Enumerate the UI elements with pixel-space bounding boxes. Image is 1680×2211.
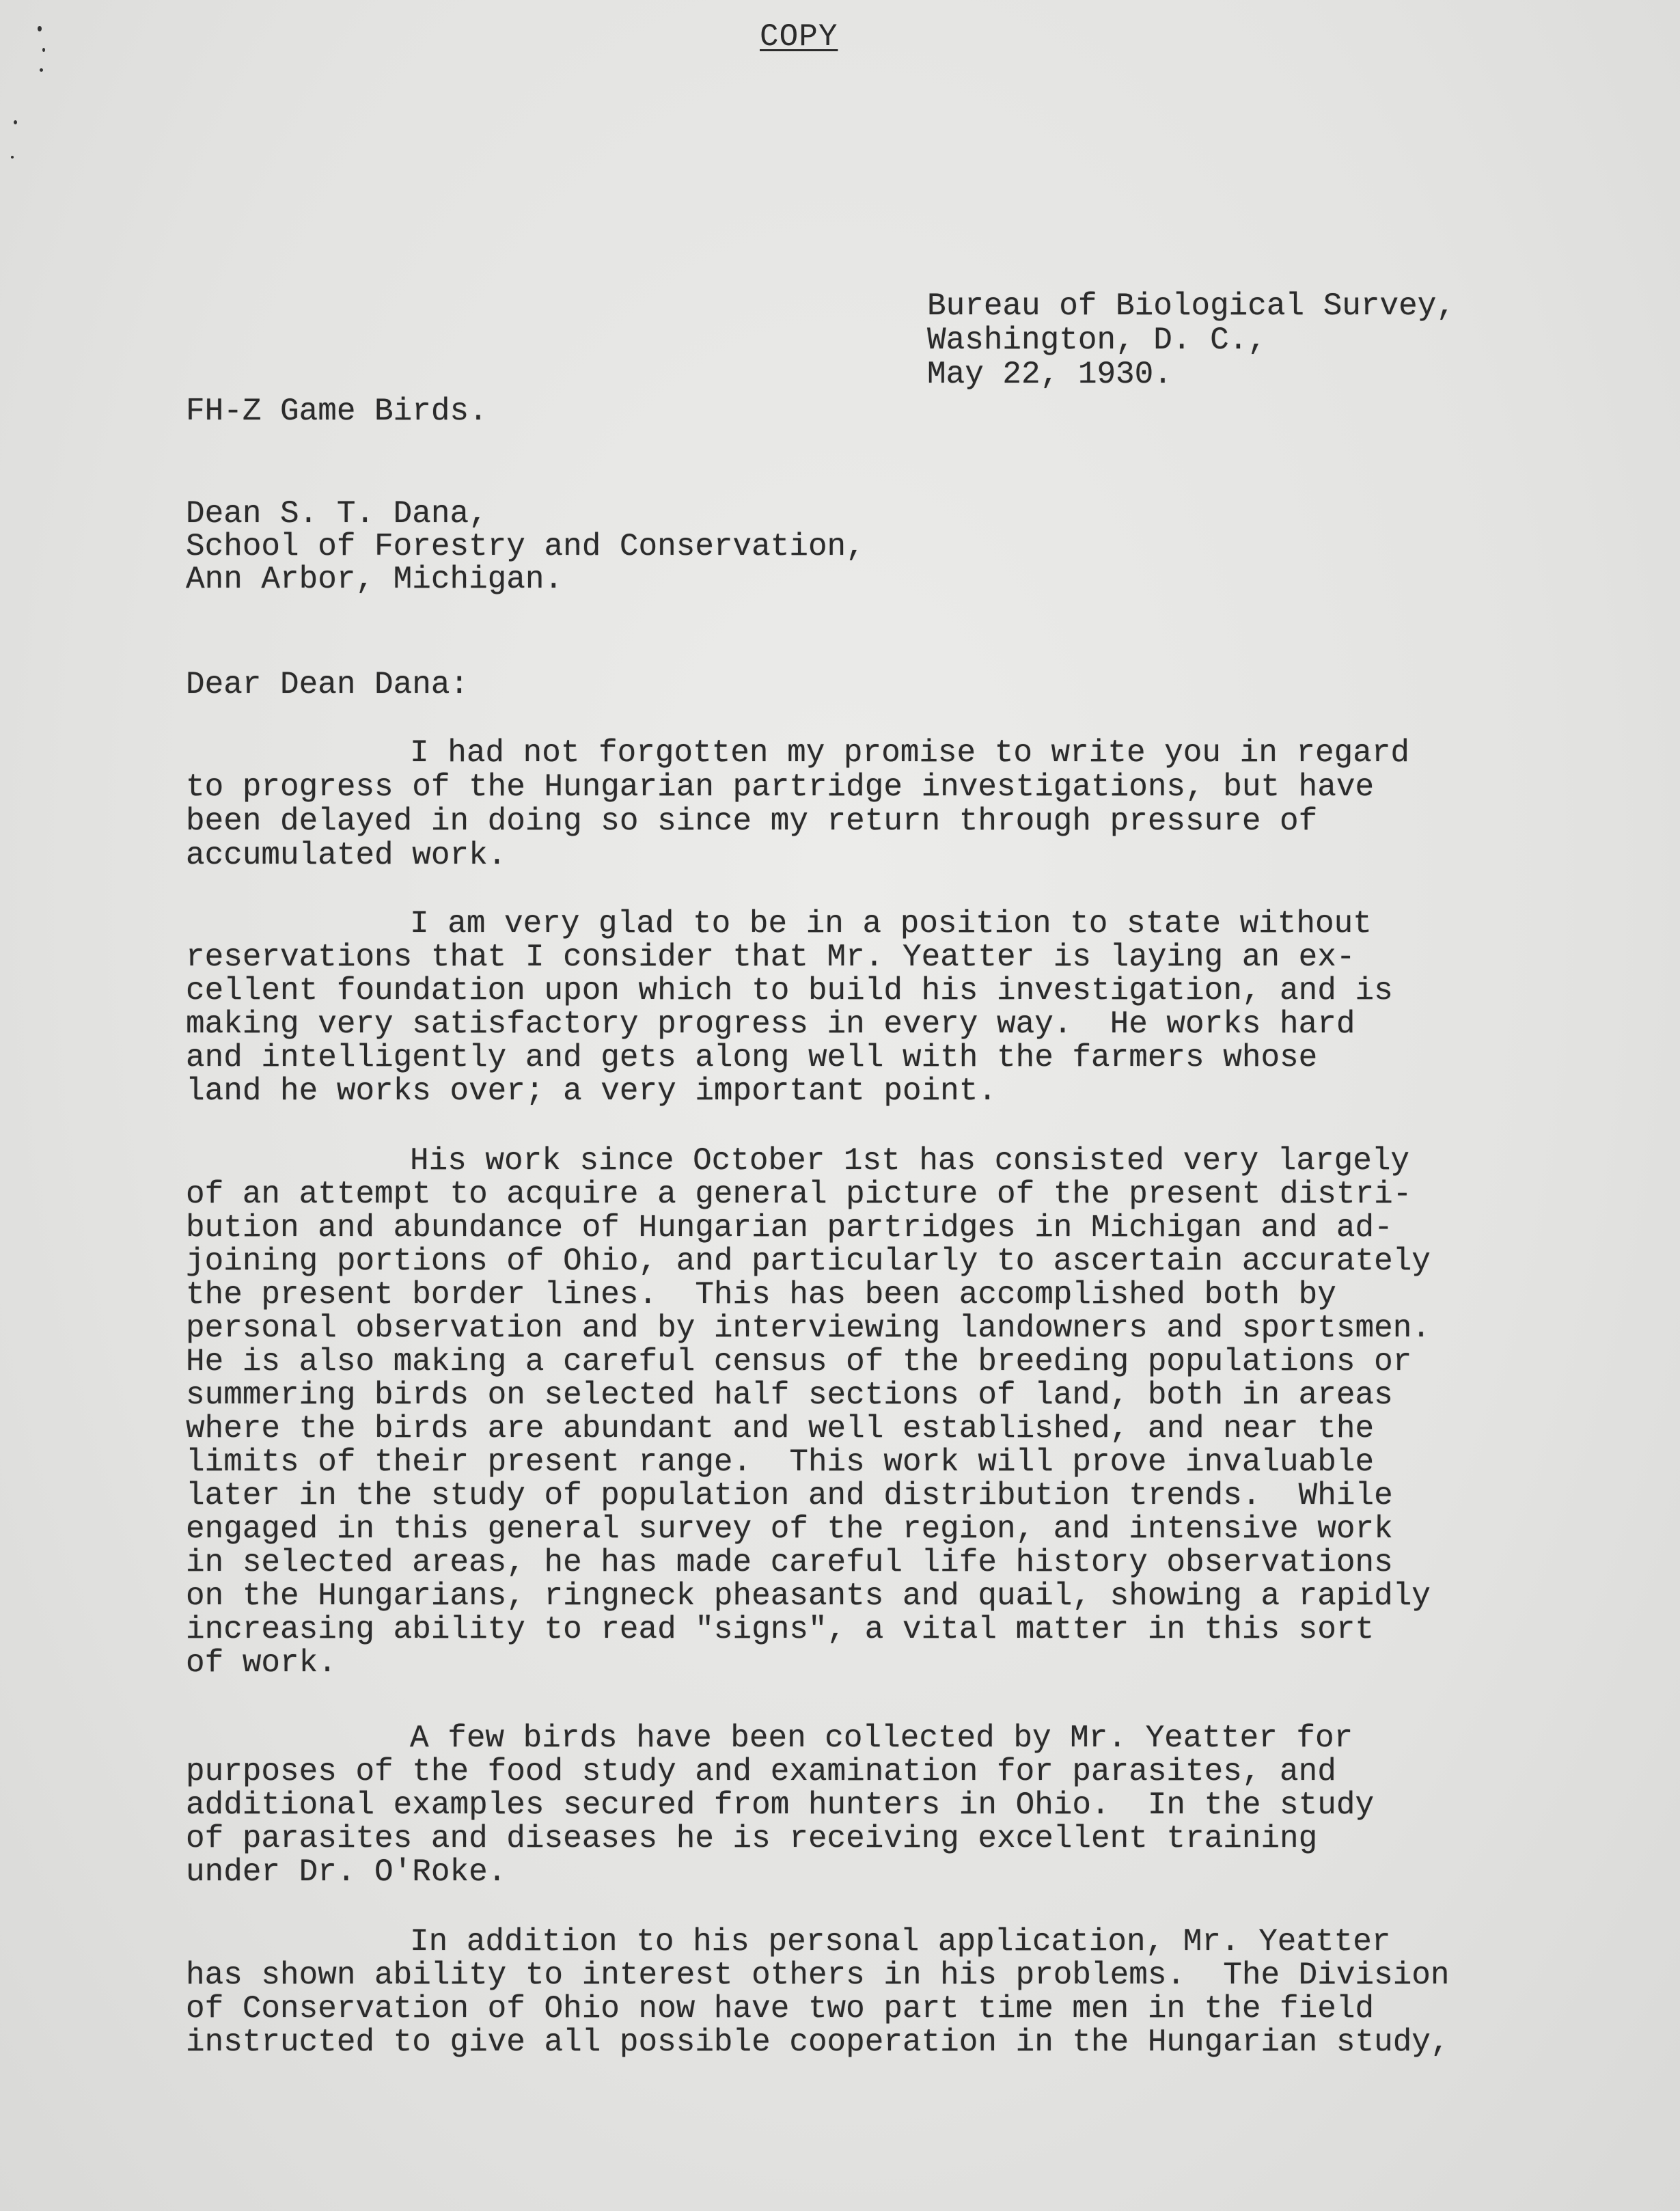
paragraph-3-line: on the Hungarians, ringneck pheasants and quail, showing a rapidly [186, 1578, 1431, 1614]
paragraph-4-line: under Dr. O'Roke. [186, 1854, 507, 1890]
scan-speck [42, 48, 45, 52]
paragraph-2-line: and intelligently and gets along well with the farmers whose [186, 1040, 1318, 1075]
paragraph-2-line: reservations that I consider that Mr. Yeatter is laying an ex- [186, 939, 1355, 975]
paragraph-3-line: increasing ability to read "signs", a vital matter in this sort [186, 1612, 1375, 1647]
paragraph-1-line: accumulated work. [186, 838, 507, 873]
paragraph-3-line: of an attempt to acquire a general picture of the present distri- [186, 1177, 1412, 1212]
paragraph-3-line: bution and abundance of Hungarian partridges in Michigan and ad- [186, 1210, 1393, 1246]
paragraph-3-line: where the birds are abundant and well established, and near the [186, 1411, 1375, 1446]
paragraph-5-line: has shown ability to interest others in his problems. The Division [186, 1958, 1450, 1993]
sender-line-2: Washington, D. C., [927, 322, 1267, 358]
paragraph-1-line: to progress of the Hungarian partridge investigations, but have [186, 769, 1375, 805]
paragraph-1-line: been delayed in doing so since my return through pressure of [186, 804, 1318, 839]
paragraph-4-line: purposes of the food study and examination for parasites, and [186, 1754, 1336, 1789]
paragraph-3-line: limits of their present range. This work will prove invaluable [186, 1444, 1375, 1480]
paragraph-5-line: In addition to his personal application, Mr. Yeatter [410, 1924, 1391, 1960]
paragraph-3-line: the present border lines. This has been accomplished both by [186, 1277, 1336, 1313]
paragraph-3-line: He is also making a careful census of the breeding populations or [186, 1344, 1412, 1379]
recipient-institution: School of Forestry and Conservation, [186, 529, 865, 564]
paragraph-3-line: later in the study of population and distribution trends. While [186, 1478, 1393, 1513]
recipient-name: Dean S. T. Dana, [186, 496, 488, 532]
recipient-location: Ann Arbor, Michigan. [186, 562, 564, 597]
paragraph-3-line: His work since October 1st has consisted very largely [410, 1143, 1410, 1179]
paragraph-3-line: summering birds on selected half sections of land, both in areas [186, 1377, 1393, 1413]
paragraph-3-line: joining portions of Ohio, and particularly to ascertain accurately [186, 1244, 1431, 1279]
salutation: Dear Dean Dana: [186, 667, 469, 702]
paragraph-3-line: of work. [186, 1645, 337, 1681]
paragraph-4-line: A few birds have been collected by Mr. Yeatter for [410, 1720, 1353, 1756]
scan-speck [40, 68, 43, 72]
scan-speck [38, 26, 42, 31]
paragraph-1-line: I had not forgotten my promise to write you in regard [410, 735, 1410, 771]
file-reference: FH-Z Game Birds. [186, 394, 488, 429]
paragraph-3-line: engaged in this general survey of the region, and intensive work [186, 1511, 1393, 1547]
paragraph-5-line: instructed to give all possible cooperation in the Hungarian study, [186, 2024, 1450, 2060]
paragraph-2-line: I am very glad to be in a position to state without [410, 906, 1372, 942]
sender-line-1: Bureau of Biological Survey, [927, 288, 1455, 324]
scan-speck [11, 156, 14, 159]
scan-speck [14, 120, 17, 124]
paragraph-3-line: personal observation and by interviewing landowners and sportsmen. [186, 1310, 1431, 1346]
letter-date: May 22, 1930. [927, 357, 1172, 392]
paragraph-2-line: land he works over; a very important point. [186, 1073, 997, 1109]
paragraph-5-line: of Conservation of Ohio now have two part time men in the field [186, 1991, 1375, 2027]
paragraph-3-line: in selected areas, he has made careful life history observations [186, 1545, 1393, 1580]
copy-heading: COPY [760, 19, 838, 55]
paragraph-2-line: making very satisfactory progress in every way. He works hard [186, 1006, 1355, 1042]
paragraph-2-line: cellent foundation upon which to build his investigation, and is [186, 973, 1393, 1008]
paragraph-4-line: of parasites and diseases he is receiving excellent training [186, 1821, 1318, 1856]
paragraph-4-line: additional examples secured from hunters in Ohio. In the study [186, 1787, 1375, 1823]
